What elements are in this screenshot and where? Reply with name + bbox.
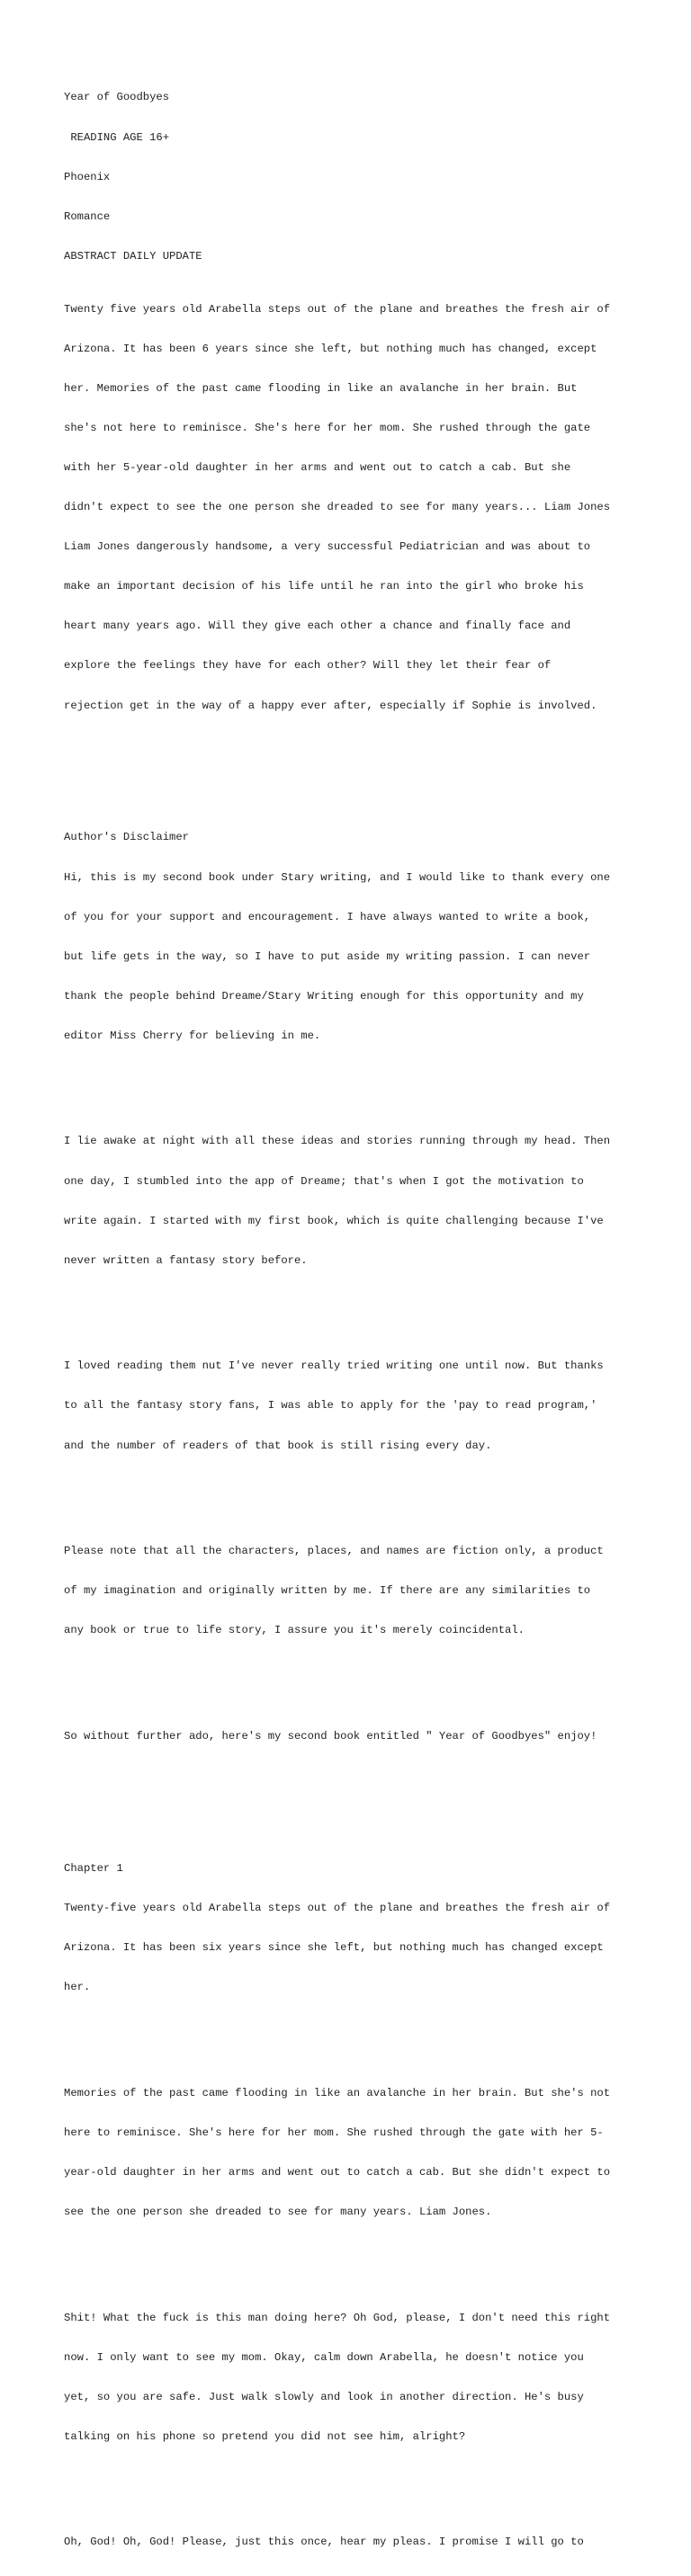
disclaimer-line: Please note that all the characters, places, and names are fiction only, a product <box>64 1545 604 1558</box>
abstract-line: explore the feelings they have for each other? Will they let their fear of <box>64 659 552 673</box>
paragraph-gap <box>64 1307 640 1321</box>
chapter-line: now. I only want to see my mom. Okay, calm down Arabella, he doesn't notice you <box>64 2350 584 2364</box>
chapter-heading: Chapter 1 <box>64 1861 123 1875</box>
chapter-line: yet, so you are safe. Just walk slowly and look in another direction. He's busy <box>64 2390 584 2403</box>
disclaimer-line: never written a fantasy story before. <box>64 1253 308 1267</box>
abstract-line: didn't expect to see the one person she dreaded to see for many years... Liam Jones <box>64 501 611 514</box>
location: Phoenix <box>64 170 111 183</box>
disclaimer-line: editor Miss Cherry for believing in me. <box>64 1029 321 1042</box>
section-gap <box>64 1783 640 1823</box>
paragraph-gap <box>64 2259 640 2272</box>
chapter-line: see the one person she dreaded to see for many years. Liam Jones. <box>64 2205 492 2218</box>
abstract-line: she's not here to reminisce. She's here for her mom. She rushed through the gate <box>64 421 591 434</box>
abstract-line: Twenty five years old Arabella steps out of the plane and breathes the fresh air of <box>64 302 611 316</box>
chapter-line: talking on his phone so pretend you did not see him, alright? <box>64 2429 466 2443</box>
abstract-line: her. Memories of the past came flooding in like an avalanche in her brain. But <box>64 381 578 395</box>
chapter-line: here to reminisce. She's here for her mom. She rushed through the gate with her 5- <box>64 2126 604 2139</box>
document-text <box>64 65 640 2576</box>
book-title: Year of Goodbyes <box>64 91 170 104</box>
abstract-line: rejection get in the way of a happy ever after, especially if Sophie is involved. <box>64 699 597 712</box>
abstract-line: Liam Jones dangerously handsome, a very successful Pediatrician and was about to <box>64 540 591 554</box>
update-label: ABSTRACT DAILY UPDATE <box>64 249 202 263</box>
genre: Romance <box>64 209 111 223</box>
chapter-line: Twenty-five years old Arabella steps out of the plane and breathes the fresh air of <box>64 1901 611 1914</box>
disclaimer-line: Hi, this is my second book under Stary writing, and I would like to thank every one <box>64 870 611 884</box>
disclaimer-line: I loved reading them nut I've never really tried writing one until now. But thanks <box>64 1359 604 1373</box>
abstract-line: make an important decision of his life until he ran into the girl who broke his <box>64 580 584 593</box>
paragraph-gap <box>64 1083 640 1096</box>
disclaimer-line: of you for your support and encouragement. I have always wanted to write a book, <box>64 910 591 923</box>
chapter-line: Oh, God! Oh, God! Please, just this once, hear my pleas. I promise I will go to <box>64 2536 584 2549</box>
disclaimer-line: thank the people behind Dreame/Stary Writing enough for this opportunity and my <box>64 989 584 1003</box>
disclaimer-line: any book or true to life story, I assure you it's merely coincidental. <box>64 1624 525 1637</box>
abstract-line: with her 5-year-old daughter in her arms and went out to catch a cab. But she <box>64 460 571 474</box>
disclaimer-line: So without further ado, here's my second book entitled " Year of Goodbyes" enjoy! <box>64 1729 597 1743</box>
paragraph-gap <box>64 2483 640 2497</box>
chapter-line: Memories of the past came flooding in like an avalanche in her brain. But she's not <box>64 2086 611 2099</box>
abstract-line: Arizona. It has been 6 years since she left, but nothing much has changed, except <box>64 342 597 355</box>
reading-age: READING AGE 16+ <box>64 130 170 144</box>
abstract-line: heart many years ago. Will they give each other a chance and finally face and <box>64 619 571 633</box>
chapter-line: Arizona. It has been six years since she left, but nothing much has changed except <box>64 1941 604 1955</box>
disclaimer-line: I lie awake at night with all these ideas and stories running through my head. Then <box>64 1135 611 1148</box>
disclaimer-line: of my imagination and originally written by me. If there are any similarities to <box>64 1584 591 1598</box>
disclaimer-line: one day, I stumbled into the app of Dreame; that's when I got the motivation to <box>64 1174 584 1188</box>
chapter-line: Shit! What the fuck is this man doing here? Oh God, please, I don't need this right <box>64 2311 611 2324</box>
chapter-line: year-old daughter in her arms and went out to catch a cab. But she didn't expect to <box>64 2165 611 2179</box>
disclaimer-line: but life gets in the way, so I have to put aside my writing passion. I can never <box>64 949 591 963</box>
disclaimer-line: write again. I started with my first book, which is quite challenging because I've <box>64 1214 604 1227</box>
disclaimer-line: and the number of readers of that book is still rising every day. <box>64 1439 492 1452</box>
disclaimer-heading: Author's Disclaimer <box>64 831 189 844</box>
paragraph-gap <box>64 1677 640 1690</box>
disclaimer-line: to all the fantasy story fans, I was able to apply for the 'pay to read program,' <box>64 1399 597 1413</box>
chapter-line: her. <box>64 1981 91 1994</box>
paragraph-gap <box>64 1492 640 1505</box>
paragraph-gap <box>64 2034 640 2047</box>
section-gap <box>64 752 640 791</box>
